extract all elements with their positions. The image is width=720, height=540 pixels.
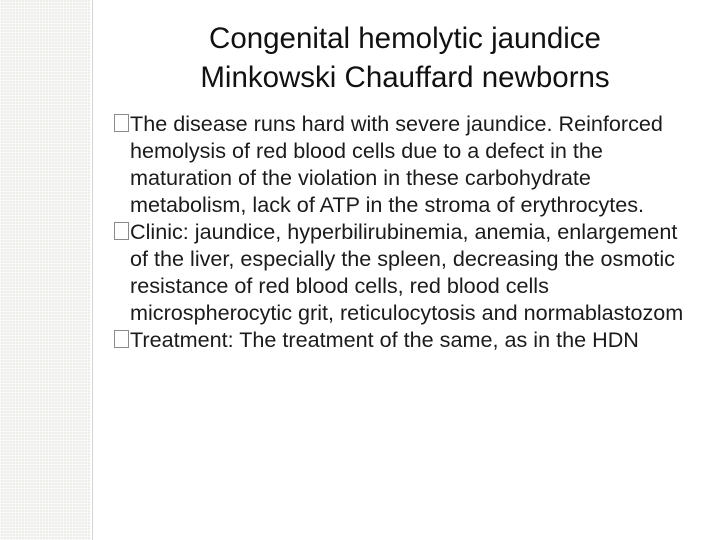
- missing-glyph-box-icon: [114, 222, 129, 240]
- bullet-item: [114, 110, 694, 218]
- slide-title-line-2: Minkowski Chauffard newborns: [200, 61, 610, 94]
- bullet-text: The disease runs hard with severe jaundice. Reinforced hemolysis of red blood cells due to a defect in the maturation of the violation in these carbohydrate metabolism, lack of ATP in the stroma of erythrocytes.: [130, 111, 663, 217]
- bullet-text: Clinic: jaundice, hyperbilirubinemia, anemia, enlargement of the liver, especially the spleen, decreasing the osmotic resistance of red blood cells, red blood cells microspherocytic grit, reticulocytosis and normablastozom: [130, 219, 684, 325]
- decorative-divider-line: [92, 0, 93, 540]
- missing-glyph-box-icon: [114, 330, 129, 348]
- slide-title: [100, 19, 710, 97]
- bullet-item: [114, 326, 694, 353]
- bullet-text: Treatment: The treatment of the same, as in the HDN: [130, 327, 639, 352]
- bullet-item: [114, 218, 694, 326]
- bullet-list: [114, 110, 694, 353]
- missing-glyph-box-icon: [114, 114, 129, 132]
- decorative-left-strip: [0, 0, 90, 540]
- slide-title-line-1: Congenital hemolytic jaundice: [209, 22, 601, 55]
